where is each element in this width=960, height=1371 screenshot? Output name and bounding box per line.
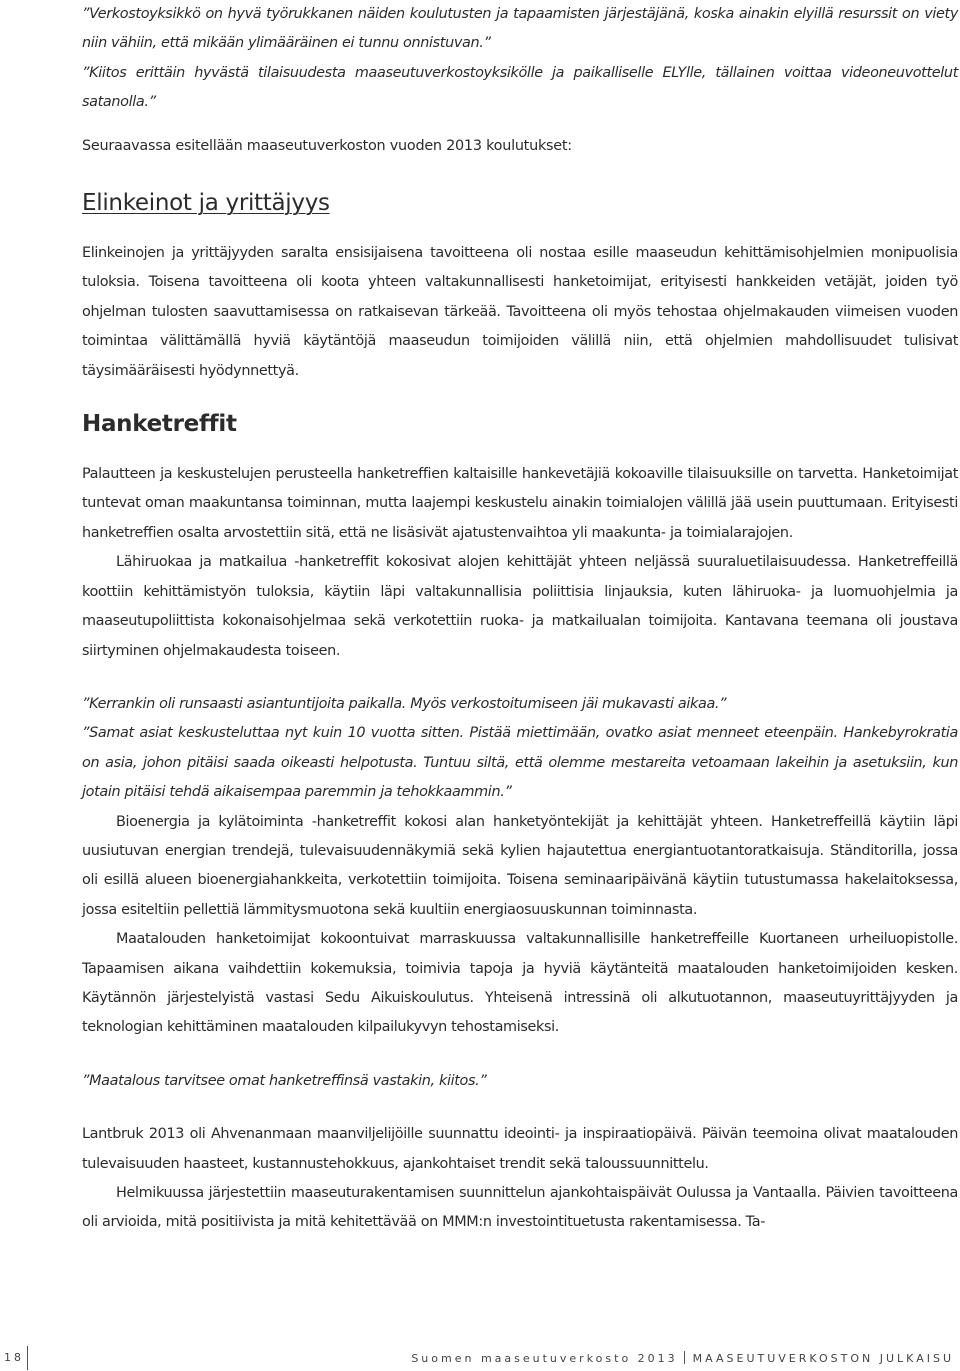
running-footer: [411, 1351, 954, 1365]
section-heading-elinkeinot: Elinkeinot ja yrittäjyys: [82, 190, 330, 217]
footer-separator: [684, 1351, 685, 1364]
section-heading-hanketreffit: Hanketreffit: [82, 411, 237, 438]
quote-paragraph: ”Kerrankin oli runsaasti asiantuntijoita paikalla. Myös verkostoitumiseen jäi mukavasti aikaa.”: [82, 695, 727, 712]
intro-paragraph: Seuraavassa esitellään maaseutuverkoston vuoden 2013 koulutukset:: [82, 137, 572, 154]
quotes-top: [82, 0, 958, 118]
body-paragraph: Helmikuussa järjestettiin maaseuturakentamisen suunnittelun ajankohtaispäivät Oulussa ja Vantaalla. Päivien tavoitteena oli arvioida, mitä positiivista ja mitä kehitettävää on MMM:n investointituetusta rakentamisessa. Ta-: [82, 1185, 958, 1231]
body-paragraph: Lantbruk 2013 oli Ahvenanmaan maanviljelijöille suunnattu ideointi- ja inspiraatiopäivä. Päivän teemoina olivat maatalouden tulevaisuuden haasteet, kustannustehokkuus, ajankohtaiset trendit sekä taloussuunnittelu.: [82, 1126, 958, 1172]
quote-paragraph: ”Verkostoyksikkö on hyvä työrukkanen näiden koulutusten ja tapaamisten järjestäjänä, koska ainakin elyillä resurssit on viety niin vähiin, että mikään ylimääräinen ei tunnu onnistuvan.”: [82, 6, 958, 52]
quotes-block: [82, 690, 958, 808]
page-footer: [0, 1346, 960, 1370]
page-content: [82, 0, 958, 1238]
series-name: MAASEUTUVERKOSTON JULKAISU: [692, 1352, 954, 1365]
body-paragraph: Bioenergia ja kylätoiminta -hanketreffit kokosi alan hanketyöntekijät ja kehittäjät yhteen. Hanketreffeillä käytiin läpi uusiutuvan energian trendejä, tulevaisuudennäkymiä sekä kylien hajautettua energiantuotantoratkaisuja. Ständitorilla, jossa oli esillä alueen bioenergiahankkeita, verkotettiin toimijoita. Toisena seminaaripäivänä käytiin tutustumassa hakelaitoksessa, jossa esiteltiin pellettiä lämmitysmuotona sekä kuultiin energiaosuuskunnan toiminnasta.: [82, 813, 958, 918]
quote-paragraph: ”Maatalous tarvitsee omat hanketreffinsä vastakin, kiitos.”: [82, 1072, 487, 1089]
quote-paragraph: ”Kiitos erittäin hyvästä tilaisuudesta maaseutuverkostoyksikölle ja paikalliselle ELYlle, tällainen voittaa videoneuvottelut satanolla.”: [82, 64, 958, 111]
body-paragraph: Maatalouden hanketoimijat kokoontuivat marraskuussa valtakunnallisille hanketreffeille Kuortaneen urheiluopistolle. Tapaamisen aikana vaihdettiin kokemuksia, toimivia tapoja ja hyviä käytänteitä maatalouden hanketoimijoiden kesken. Käytännön järjestelyistä vastasi Sedu Aikuiskoulutus. Yhteisenä intressinä oli alkutuotannon, maaseutuyrittäjyyden ja teknologian kehittäminen maatalouden kilpailukyvyn tehostamiseksi.: [82, 931, 958, 1036]
body-paragraph: Lähiruokaa ja matkailua -hanketreffit kokosivat alojen kehittäjät yhteen neljässä suuraluetilaisuudessa. Hanketreffeillä koottiin kehittämistyön tuloksia, käytiin läpi valtakunnallisia poliittisia linjauksia, kuten lähiruoka- ja luomuohjelmia ja maaseutupoliittista kokonaisohjelmaa sekä verkotettiin ruoka- ja matkailualan toimijoita. Kantavana teemana oli joustava siirtyminen ohjelmakaudesta toiseen.: [82, 554, 958, 659]
page-number: 18: [4, 1351, 24, 1364]
footer-divider: [27, 1346, 28, 1370]
quote-paragraph: ”Samat asiat keskusteluttaa nyt kuin 10 vuotta sitten. Pistää miettimään, ovatko asiat menneet eteenpäin. Hankebyrokratia on asia, johon pitäisi saada oikeasti helpotusta. Tuntuu siltä, että olemme mestareita vetoamaan lakeihin ja asetuksiin, kun jotain pitäisi tehdä aikaisempaa paremmin ja tehokkaammin.”: [82, 725, 958, 801]
publication-name: Suomen maaseutuverkosto 2013: [411, 1352, 678, 1365]
body-paragraph: Elinkeinojen ja yrittäjyyden saralta ensisijaisena tavoitteena oli nostaa esille maaseudun kehittämisohjelmien monipuolisia tuloksia. Toisena tavoitteena oli koota yhteen valtakunnallisesti hanketoimijat, erityisesti hankkeiden vetäjät, joiden työ ohjelman tulosten saavuttamisessa on ratkaisevan tärkeää. Tavoitteena oli myös tehostaa ohjelmakauden viimeisen vuoden toimintaa välittämällä hyviä käytäntöjä maaseudun toimijoiden välillä niin, että ohjelmien mahdollisuudet tulisivat täysimääräisesti hyödynnettyä.: [82, 245, 958, 379]
body-paragraph: Palautteen ja keskustelujen perusteella hanketreffien kaltaisille hankevetäjiä kokoaville tilaisuuksille on tarvetta. Hanketoimijat tuntevat oman maakuntansa toiminnan, mutta laajempi keskustelu ainakin toimialojen välillä jää usein puuttumaan. Erityisesti hanketreffien osalta arvostettiin sitä, että ne lisäsivät ajatustenvaihtoa yli maakunta- ja toimialarajojen.: [82, 466, 958, 541]
